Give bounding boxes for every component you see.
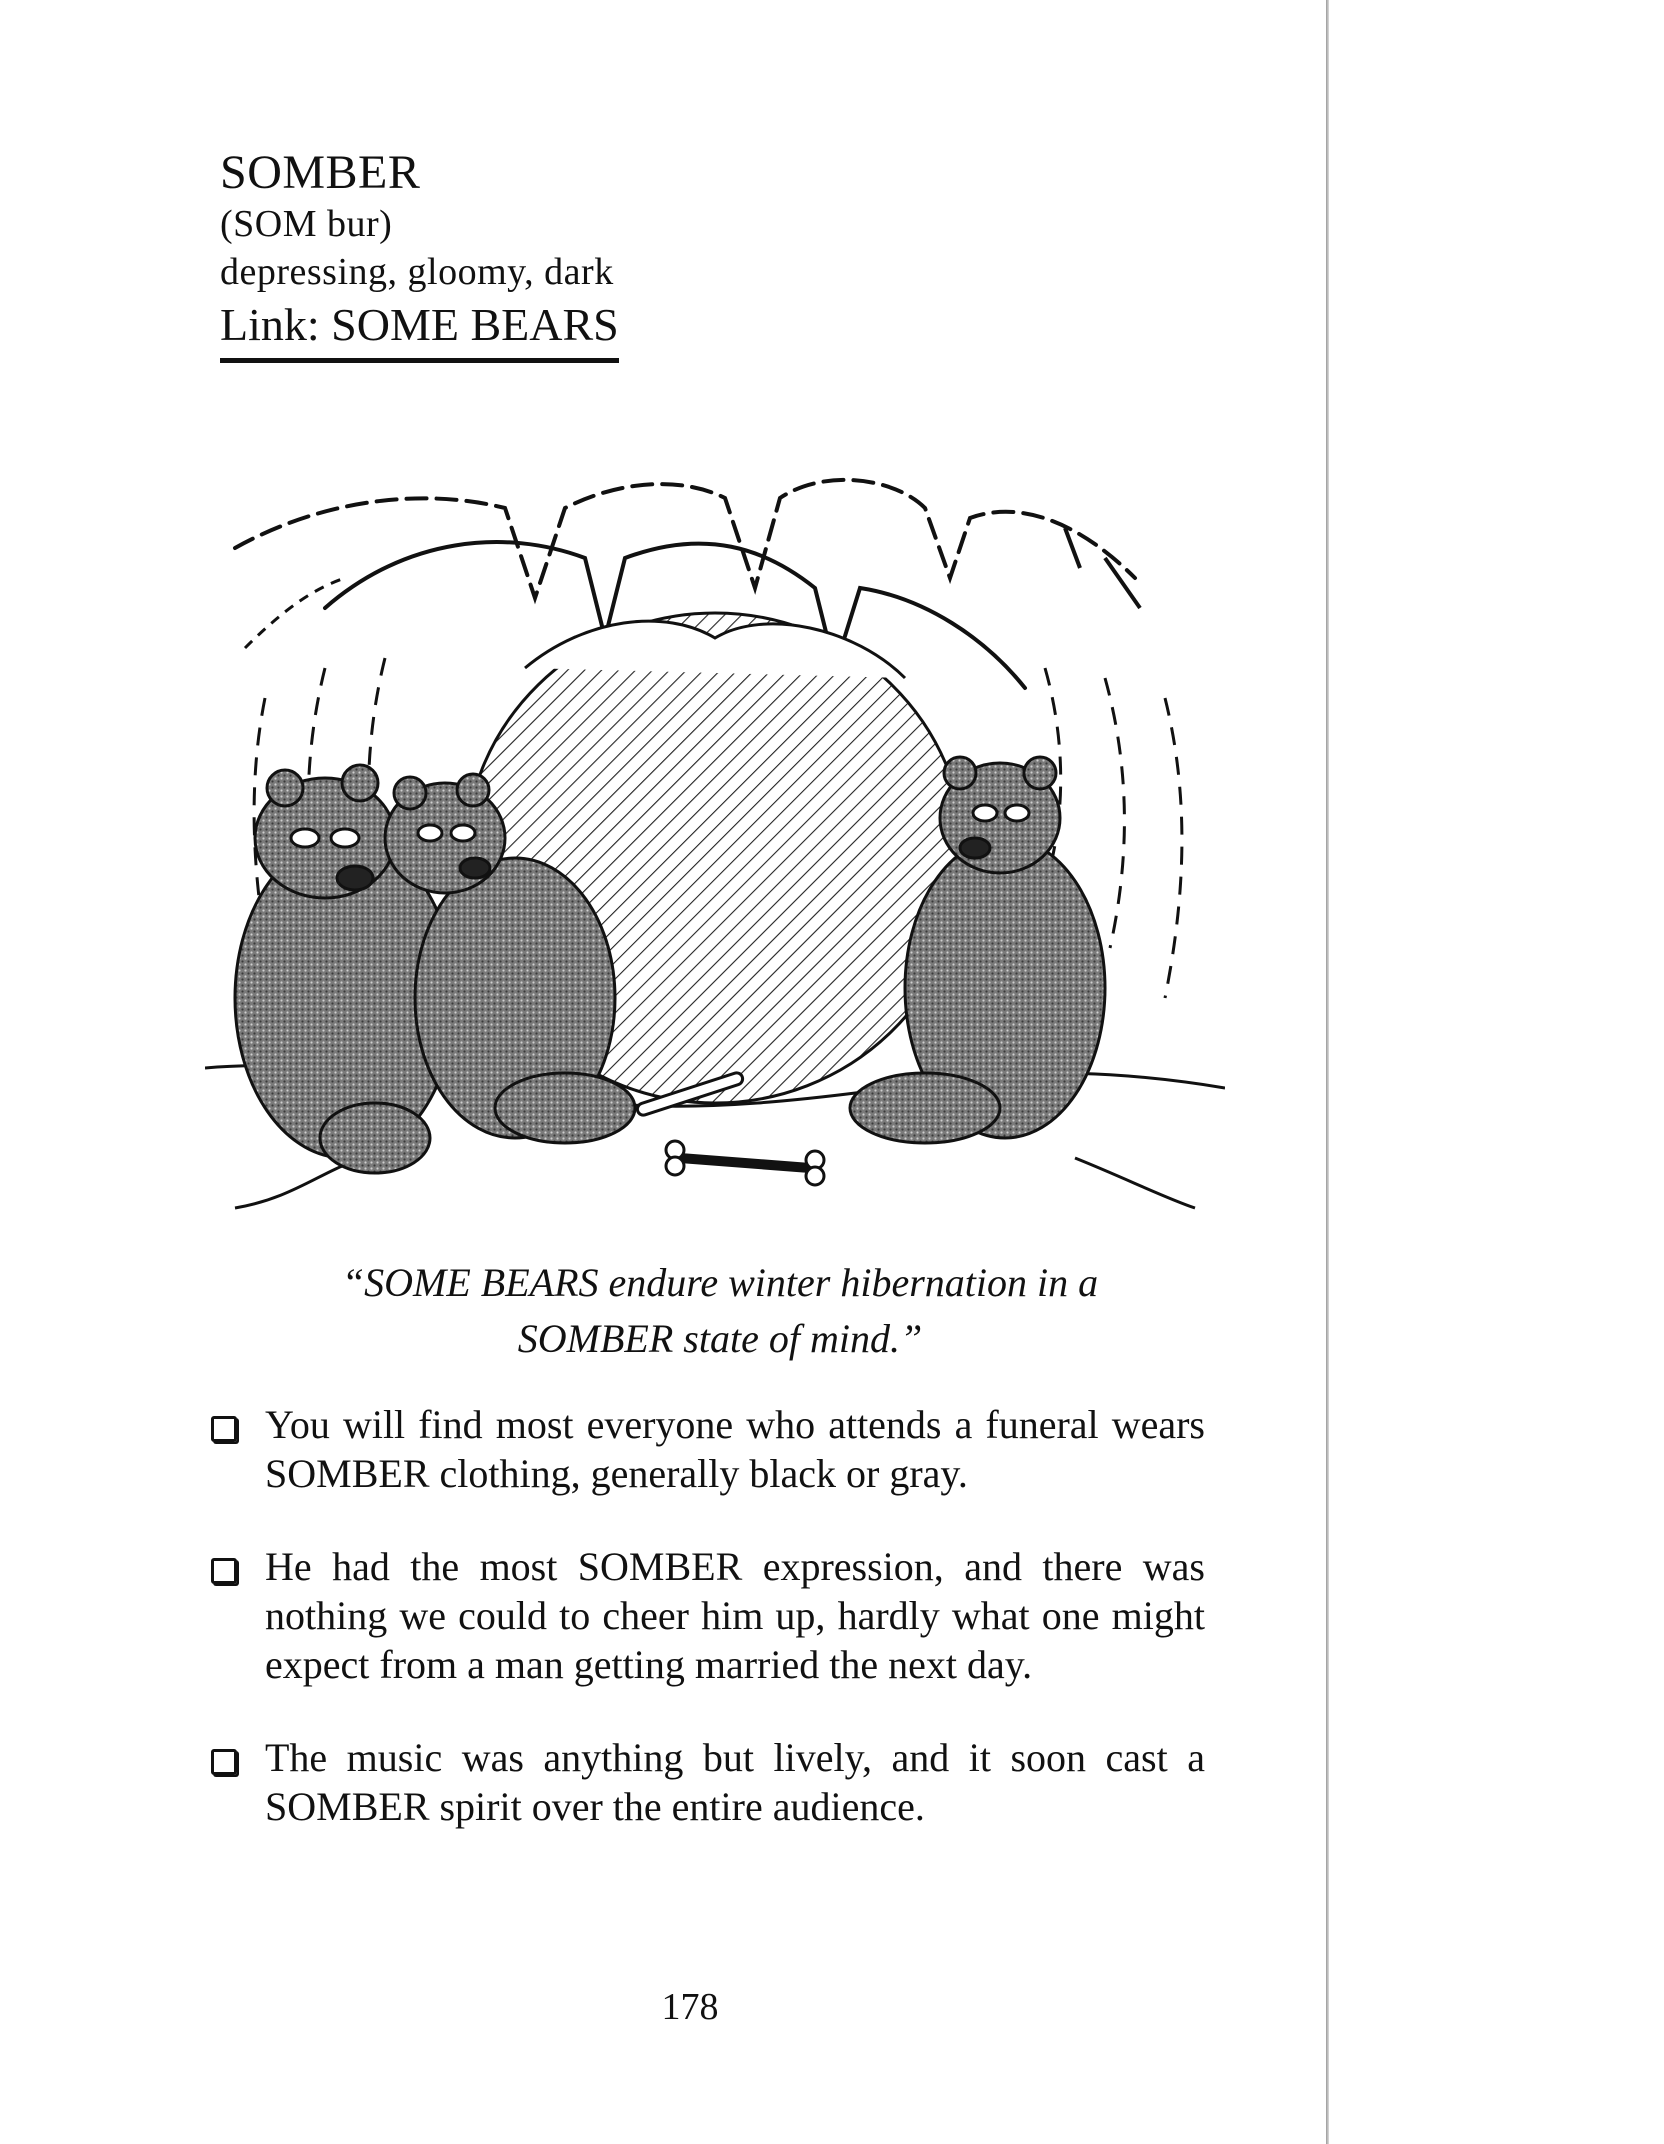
caption-line-2: SOMBER state of mind.” [517,1316,923,1361]
checkbox-icon [211,1749,237,1775]
checkbox-icon [211,1416,237,1442]
example-text: The music was anything but lively, and it soon cast a SOMBER spirit over the entire audience. [265,1735,1205,1829]
bears-in-cave-illustration [205,438,1225,1228]
example-sentence [205,1542,1205,1689]
pronunciation: (SOM bur) [220,203,393,245]
illustration-caption [230,1255,1210,1367]
example-text: He had the most SOMBER expression, and there was nothing we could to cheer him up, hardly what one might expect from a man getting married the next day. [265,1544,1205,1687]
example-sentence [205,1733,1205,1831]
definition: depressing, gloomy, dark [220,251,614,293]
mnemonic-link: Link: SOME BEARS [220,298,619,363]
caption-line-1: “SOME BEARS endure winter hibernation in a [341,1260,1099,1305]
checkbox-icon [211,1558,237,1584]
example-sentence [205,1400,1205,1498]
example-sentences [205,1400,1205,1875]
page-spine-edge [1326,0,1329,2144]
vocabulary-entry-header [220,146,700,363]
page-number: 178 [661,1986,719,2028]
headword: SOMBER [220,146,421,199]
example-text: You will find most everyone who attends a funeral wears SOMBER clothing, generally black or gray. [265,1402,1205,1496]
